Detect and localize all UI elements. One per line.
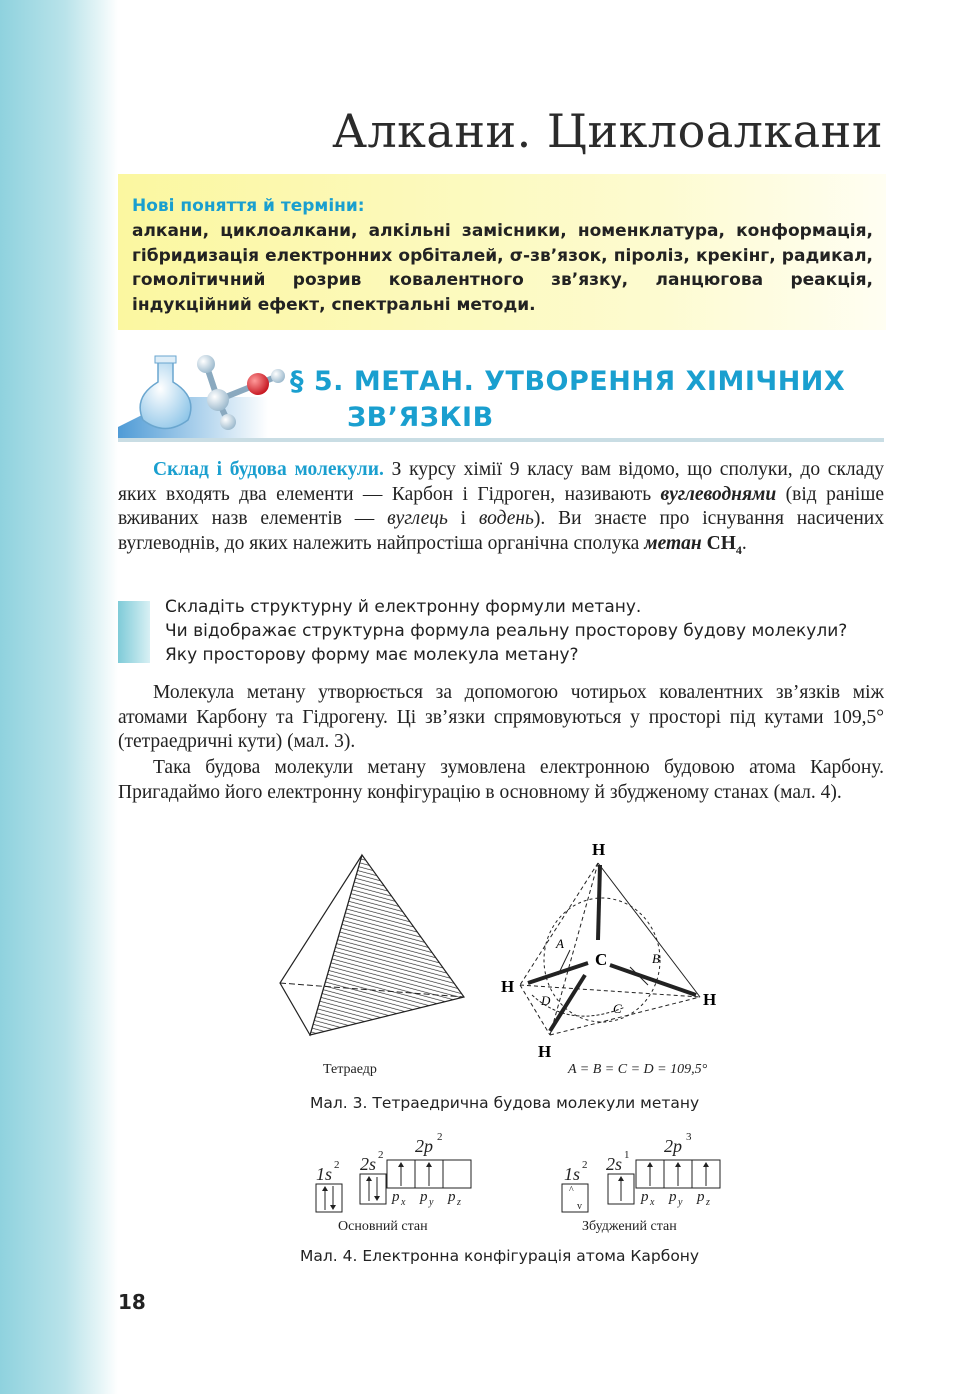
atom-h-right: H: [703, 990, 717, 1009]
svg-text:y: y: [429, 1197, 434, 1208]
question-item: Яку просторову форму має молекула метану?: [165, 645, 579, 665]
svg-text:3: 3: [686, 1131, 692, 1143]
svg-text:p: p: [669, 1189, 677, 1205]
paragraph-text: (від раніше вживаних назв елементів —: [118, 483, 885, 529]
angle-d-label: D: [541, 993, 551, 1008]
svg-text:z: z: [706, 1197, 710, 1208]
svg-text:x: x: [401, 1197, 406, 1208]
atom-h-left: H: [501, 977, 515, 996]
svg-text:p: p: [448, 1189, 456, 1205]
ground-2s-label: 2s: [360, 1154, 377, 1174]
ground-state-diagram: [316, 1131, 471, 1234]
excited-2s-label: 2s: [606, 1154, 623, 1174]
svg-text:z: z: [457, 1197, 461, 1208]
excited-2p-label: 2p: [664, 1136, 682, 1156]
svg-text:x: x: [650, 1197, 655, 1208]
flask-icon: [140, 356, 191, 429]
svg-text:2: 2: [334, 1159, 340, 1171]
svg-text:v: v: [577, 1201, 582, 1212]
terms-list: алкани, циклоалкани, алкільні замісники, номенклатура, конформація, гібридизація електронних орбіталей, σ-зв’язок, піроліз, крекінг, радикал, гомолітичний розрив ковалентного зв’язку, ланцюгова реакція, індукційний ефект, спектральні методи.: [132, 221, 873, 315]
ground-state-label: Основний стан: [338, 1219, 428, 1234]
figure-3-diagram: [270, 835, 770, 1085]
svg-text:2: 2: [437, 1131, 443, 1143]
atom-h-bottom: H: [538, 1042, 552, 1061]
angle-formula: A = B = C = D = 109,5°: [568, 1062, 708, 1077]
tetrahedron-label: Тетраедр: [323, 1062, 377, 1077]
paragraph-text: .: [741, 532, 747, 554]
terms-heading: Нові поняття й терміни:: [132, 196, 365, 216]
question-item: Складіть структурну й електронну формули метану.: [165, 597, 642, 617]
svg-text:2: 2: [378, 1149, 384, 1161]
angle-c-label: C: [613, 1001, 622, 1016]
paragraph-lead: Склад і будова молекули.: [153, 459, 384, 480]
ground-2p-label: 2p: [415, 1136, 433, 1156]
paragraph-bonds: Молекула метану утворюється за допомогою чотирьох ковалентних зв’язків між атомами Карбону та Гідрогену. Ці зв’язки спрямовуються у просторі під кутами 109,5° (тетраедричні кути) (мал. 3).: [118, 682, 884, 752]
svg-text:1: 1: [624, 1149, 630, 1161]
methane-formula: $CH_4$: [706, 532, 742, 557]
angle-a-label: A: [556, 936, 564, 951]
atom-h-top: H: [592, 840, 606, 859]
side-decorative-stripe: [0, 0, 118, 1394]
questions-block: [165, 595, 847, 667]
figure-3-caption: Мал. 3. Тетраедрична будова молекули метану: [310, 1094, 700, 1112]
page-number: 18: [118, 1290, 146, 1314]
section-title-line2: ЗВ’ЯЗКІВ: [347, 402, 494, 433]
figure-4-caption: Мал. 4. Електронна конфігурація атома Карбону: [300, 1247, 700, 1265]
term-hydrogen: водень: [478, 508, 534, 529]
ground-1s-label: 1s: [316, 1164, 333, 1184]
excited-state-diagram: [562, 1131, 720, 1234]
paragraph-text: ). Ви знаєте про існування насичених вуглеводнів, до яких належить найпростіша органічна сполука: [118, 508, 884, 554]
section-title-line1: § 5. МЕТАН. УТВОРЕННЯ ХІМІЧНИХ: [290, 366, 846, 397]
terms-box: [118, 174, 886, 330]
svg-text:2: 2: [582, 1159, 588, 1171]
excited-1s-label: 1s: [564, 1164, 581, 1184]
term-hydrocarbons: вуглеводнями: [660, 483, 777, 505]
atom-c: C: [595, 950, 608, 969]
svg-text:y: y: [678, 1197, 683, 1208]
chapter-title: Алкани. Циклоалкани: [332, 104, 883, 158]
section-divider: [118, 438, 884, 442]
tetrahedron-drawing: [280, 855, 464, 1035]
term-methane: метан: [644, 532, 702, 554]
svg-text:p: p: [641, 1189, 649, 1205]
questions-marker: [118, 601, 150, 663]
term-carbon: вуглець: [387, 508, 448, 529]
paragraph-text: і: [447, 508, 479, 529]
excited-state-label: Збуджений стан: [582, 1219, 677, 1234]
svg-text:p: p: [420, 1189, 428, 1205]
svg-text:^: ^: [569, 1185, 574, 1196]
question-item: Чи відображає структурна формула реальну просторову будову молекули?: [165, 621, 848, 641]
angle-b-label: B: [652, 951, 660, 966]
methane-model-drawing: [520, 863, 700, 1035]
svg-text:p: p: [392, 1189, 400, 1205]
paragraph-text: З курсу хімії 9 класу вам відомо, що сполуки, до складу яких входять два елементи — Карбон і Гідроген, називають: [118, 459, 884, 505]
figure-4-diagram: [300, 1128, 740, 1238]
svg-text:p: p: [697, 1189, 705, 1205]
paragraph-composition: [118, 458, 884, 562]
paragraph-electron-structure: Така будова молекули метану зумовлена електронною будовою атома Карбону. Пригадаймо його електронну конфігурацію в основному й збудженому станах (мал. 4).: [118, 757, 884, 803]
